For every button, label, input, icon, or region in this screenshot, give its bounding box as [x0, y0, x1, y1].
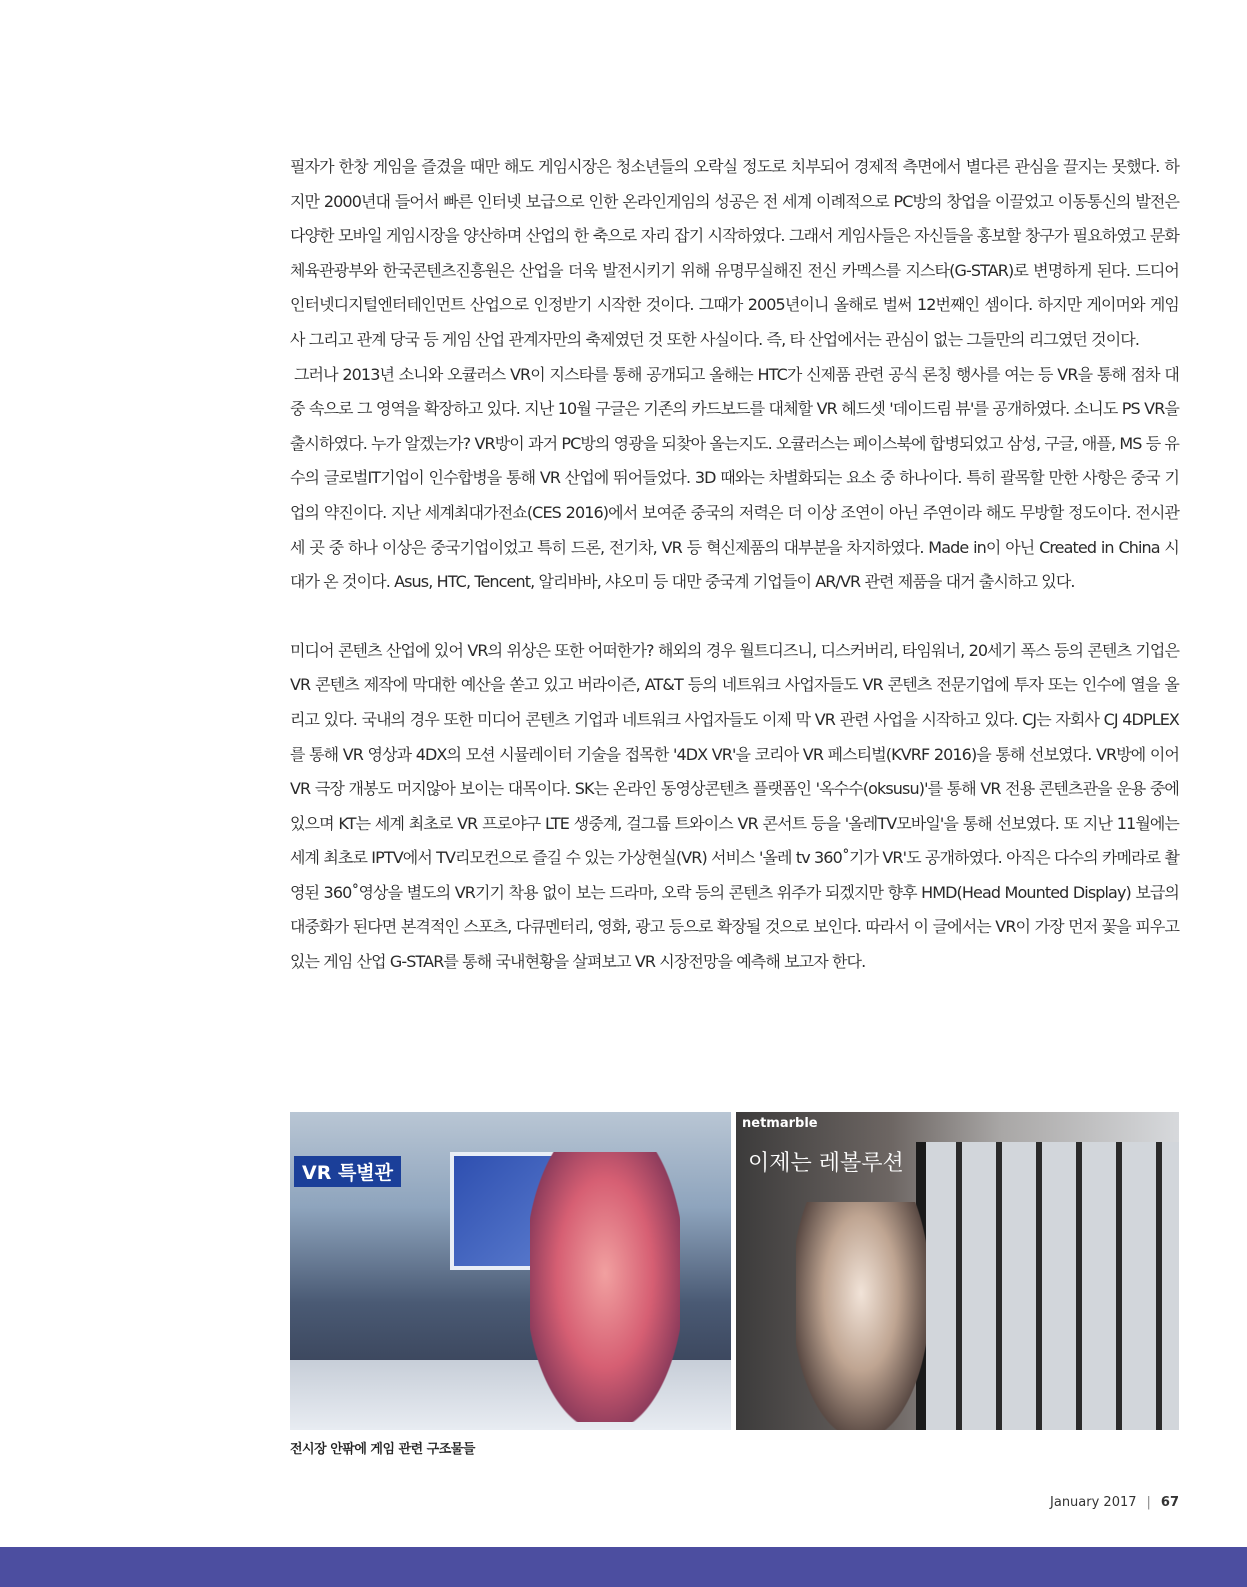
- character-artwork: [796, 1202, 926, 1430]
- robot-statue: [530, 1152, 680, 1422]
- issue-date: January 2017: [1050, 1495, 1137, 1510]
- article-body: [290, 150, 1179, 980]
- brand-logo-text: netmarble: [742, 1116, 818, 1131]
- paragraph-2: 그러나 2013년 소니와 오큘러스 VR이 지스타를 통해 공개되고 올해는 HTC가 신제품 관련 공식 론칭 행사를 여는 등 VR을 통해 점차 대중 속으로 그 영역을 확장하고 있다. 지난 10월 구글은 기존의 카드보드를 대체할 VR 헤드셋 '데이드림 뷰'를 공개하였다. 소니도 PS VR을 출시하였다. 누가 알겠는가? VR방이 과거 PC방의 영광을 되찾아 올는지도. 오큘러스는 페이스북에 합병되었고 삼성, 구글, 애플, MS 등 유수의 글로벌IT기업이 인수합병을 통해 VR 산업에 뛰어들었다. 3D 때와는 차별화되는 요소 중 하나이다. 특히 괄목할 만한 사항은 중국 기업의 약진이다. 지난 세계최대가전쇼(CES 2016)에서 보여준 중국의 저력은 더 이상 조연이 아닌 주연이라 해도 무방할 정도이다. 전시관 세 곳 중 하나 이상은 중국기업이었고 특히 드론, 전기차, VR 등 혁신제품의 대부분을 차지하였다. Made in이 아닌 Created in China 시대가 온 것이다. Asus, HTC, Tencent, 알리바바, 샤오미 등 대만 중국계 기업들이 AR/VR 관련 제품을 대거 출시하고 있다.: [290, 364, 1179, 592]
- banner-tunnel: [916, 1142, 1179, 1430]
- page-folio: [1050, 1495, 1179, 1510]
- page-number: 67: [1160, 1495, 1179, 1510]
- paragraph-1: 필자가 한창 게임을 즐겼을 때만 해도 게임시장은 청소년들의 오락실 정도로 치부되어 경제적 측면에서 별다른 관심을 끌지는 못했다. 하지만 2000년대 들어서 빠른 인터넷 보급으로 인한 온라인게임의 성공은 전 세계 이례적으로 PC방의 창업을 이끌었고 이동통신의 발전은 다양한 모바일 게임시장을 양산하며 산업의 한 축으로 자리 잡기 시작하였다. 그래서 게임사들은 자신들을 홍보할 창구가 필요하였고 문화체육관광부와 한국콘텐츠진흥원은 산업을 더욱 발전시키기 위해 유명무실해진 전신 카멕스를 지스타(G-STAR)로 변명하게 된다. 드디어 인터넷디지털엔터테인먼트 산업으로 인정받기 시작한 것이다. 그때가 2005년이니 올해로 벌써 12번째인 셈이다. 하지만 게이머와 게임사 그리고 관계 당국 등 게임 산업 관계자만의 축제였던 것 또한 사실이다. 즉, 타 산업에서는 관심이 없는 그들만의 리그였던 것이다.: [290, 157, 1179, 349]
- game-banner-photo: [736, 1112, 1179, 1430]
- banner-slogan: 이제는 레볼루션: [748, 1151, 904, 1176]
- exhibition-hall-photo: [290, 1112, 731, 1430]
- figure-caption: 전시장 안팎에 게임 관련 구조물들: [290, 1442, 475, 1457]
- paragraph-gap: [290, 600, 1179, 634]
- paragraph-3: 미디어 콘텐츠 산업에 있어 VR의 위상은 또한 어떠한가? 해외의 경우 월트디즈니, 디스커버리, 타임워너, 20세기 폭스 등의 콘텐츠 기업은 VR 콘텐츠 제작에 막대한 예산을 쏟고 있고 버라이즌, AT&T 등의 네트워크 사업자들도 VR 콘텐츠 전문기업에 투자 또는 인수에 열을 올리고 있다. 국내의 경우 또한 미디어 콘텐츠 기업과 네트워크 사업자들도 이제 막 VR 관련 사업을 시작하고 있다. CJ는 자회사 CJ 4DPLEX를 통해 VR 영상과 4DX의 모션 시뮬레이터 기술을 접목한 '4DX VR'을 코리아 VR 페스티벌(KVRF 2016)을 통해 선보였다. VR방에 이어 VR 극장 개봉도 머지않아 보이는 대목이다. SK는 온라인 동영상콘텐츠 플랫폼인 '옥수수(oksusu)'를 통해 VR 전용 콘텐츠관을 운용 중에 있으며 KT는 세계 최초로 VR 프로야구 LTE 생중계, 걸그룹 트와이스 VR 콘서트 등을 '올레TV모바일'을 통해 선보였다. 또 지난 11월에는 세계 최초로 IPTV에서 TV리모컨으로 즐길 수 있는 가상현실(VR) 서비스 '올레 tv 360˚기가 VR'도 공개하였다. 아직은 다수의 카메라로 촬영된 360˚영상을 별도의 VR기기 착용 없이 보는 드라마, 오락 등의 콘텐츠 위주가 되겠지만 향후 HMD(Head Mounted Display) 보급의 대중화가 된다면 본격적인 스포츠, 다큐멘터리, 영화, 광고 등으로 확장될 것으로 보인다. 따라서 이 글에서는 VR이 가장 먼저 꽃을 피우고 있는 게임 산업 G-STAR를 통해 국내현황을 살펴보고 VR 시장전망을 예측해 보고자 한다.: [290, 640, 1179, 972]
- folio-separator: |: [1146, 1495, 1151, 1510]
- bottom-accent-bar: [0, 1547, 1247, 1587]
- vr-pavilion-sign: VR 특별관: [294, 1156, 401, 1187]
- photo-figure: [290, 1112, 1179, 1430]
